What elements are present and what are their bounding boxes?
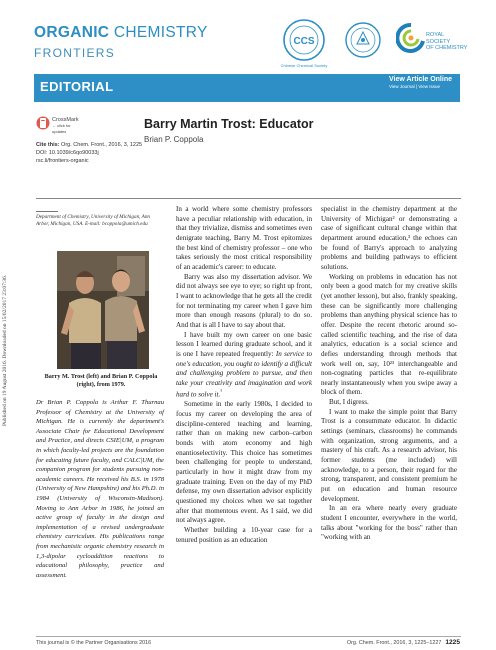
crossmark-icon <box>36 116 50 130</box>
body-column-2 <box>321 205 457 543</box>
text-run: I have built my own career on one basic lesson I learned during graduate school, and it is one I have repeated frequently: <box>176 330 312 358</box>
rsc-line1: ROYAL SOCIETY <box>426 32 451 45</box>
author-photo <box>57 251 149 369</box>
author-biography: Dr Brian P. Coppola is Arthur F. Thurnau Professor of Chemistry at the University of Michigan. He is currently the department's Associate Chair for Educational Development and Practice, and directs CSIE|UM, a program in which faculty-led projects are the foundation for educating future faculty, and CALC|UM, the companion program for students pursuing non-academic careers. He received his B.S. in 1978 (University of New Hampshire) and his Ph.D. in 1984 (University of Wisconsin-Madison). Moving to Ann Arbor in 1986, he joined an active group of faculty in the design and implementation of a revised undergraduate chemistry curriculum. His publications range from mechanistic organic chemistry research in 1,3-dipolar cycloaddition reactions to educational philosophy, practice and assessment. <box>36 399 164 579</box>
crossmark-badge[interactable] <box>36 114 80 134</box>
download-note: Published on 19 August 2016. Downloaded on 15/02/2017 23:07:36. <box>2 274 8 426</box>
ccs-logo-icon <box>281 18 327 64</box>
paragraph: In an era where nearly every graduate student I encounter, everywhere in the world, talks about "working for the boss" rather than "working with an <box>321 504 457 542</box>
reference-marker[interactable]: ¹ <box>220 389 223 396</box>
cite-label: Cite this: <box>36 142 60 148</box>
article-author: Brian P. Coppola <box>144 135 204 144</box>
siocs-logo <box>344 20 382 60</box>
ccs-caption: Chinese Chemical Society <box>280 63 328 68</box>
journal-title-line2: FRONTIERS <box>34 46 116 60</box>
header-divider <box>36 198 461 199</box>
section-label: EDITORIAL <box>40 79 114 94</box>
footer-citation: Org. Chem. Front., 2016, 3, 1225–1227 <box>346 640 442 646</box>
journal-url[interactable]: rsc.li/frontiers-organic <box>36 158 89 164</box>
footer-divider <box>36 636 461 637</box>
emphasis-text: In service to one's education, you ought to identify a difficult and challenging problem to pursue, and then take your creativity and imagination and work hard to solve it. <box>176 349 312 399</box>
rsc-swirl-icon <box>396 22 426 54</box>
page-number: 1225 <box>445 639 460 646</box>
citation-footer <box>347 639 460 646</box>
citation-block <box>36 141 156 165</box>
copyright-footer: This journal is © the Partner Organisations 2016 <box>36 640 152 646</box>
siocs-seal-icon <box>344 20 382 60</box>
paragraph: Working on problems in education has not only been a good match for my creative skills (yet another lesson), but also, frankly speaking, these can be significantly more challenging problems than anything physical science has to offer. Despite the recent rhetoric around so-called scientific teaching, and the rise of data analytics, education is a social science and defies understanding through methods that work well on, say, 10²³ interchangeable and non-cognating particles that re-equilibrate nearly instantaneously when you swipe away a block of them. <box>321 272 457 397</box>
view-article-online-link[interactable]: View Article Online <box>388 76 452 83</box>
journal-title[interactable] <box>34 24 208 60</box>
crossmark-label: CrossMark <box>52 117 79 123</box>
article-title: Barry Martin Trost: Educator <box>144 117 314 131</box>
photo-caption: Barry M. Trost (left) and Brian P. Coppola (right), from 1979. <box>44 373 158 388</box>
paragraph: specialist in the chemistry department at the University of Michigan² or demonstrating a case of significant cultural change within that department around education,³ the echoes can be found of Barry's approach to analyzing problems and building pathways to efficient solutions. <box>321 205 457 271</box>
affiliation-rule <box>36 211 58 212</box>
journal-title-bold: ORGANIC <box>34 24 110 41</box>
body-column-1 <box>176 205 312 545</box>
view-journal-issue-links[interactable]: View Journal | View Issue <box>388 84 440 89</box>
journal-title-rest: CHEMISTRY <box>109 24 208 41</box>
rsc-logo <box>396 22 468 54</box>
svg-text:CCS: CCS <box>293 36 315 47</box>
paragraph: In a world where some chemistry professors have a peculiar relationship with education, in that they trivialize, dismiss and sometimes even denigrate teaching, Barry M. Trost epitomizes the best kind of chemistry professor – one who takes seriously the most critical responsibility of an academic's career: to educate. <box>176 205 312 271</box>
doi[interactable]: DOI: 10.1039/c6qo90033j <box>36 150 99 156</box>
paragraph: Whether building a 10-year case for a tenured position as an education <box>176 526 312 544</box>
editorial-bar <box>34 74 460 102</box>
paragraph: Barry was also my dissertation advisor. We did not always see eye to eye; so right up front, I want to acknowledge that he gets all the credit for not terminating my career when I gave him more than enough reasons (plural) to do so. And that is all I have to say about that. <box>176 272 312 329</box>
crossmark-sublabel: ← click for updates <box>52 123 71 134</box>
paragraph: But, I digress. <box>329 398 369 407</box>
rsc-line2: OF CHEMISTRY <box>426 45 468 51</box>
author-affiliation: Department of Chemistry, University of Michigan, Ann Arbor, Michigan, USA. E-mail: bcoppola@umich.edu <box>36 214 151 227</box>
ccs-logo <box>280 18 328 68</box>
photo-image <box>57 251 149 369</box>
cite-text: Org. Chem. Front., 2016, 3, 1225 <box>59 142 143 148</box>
paragraph: Sometime in the early 1980s, I decided to focus my career on developing the area of discipline-centered teaching and learning, rather than on making new carbon–carbon bonds with atom economy and high enantioselectivity. This choice has sometimes been challenging for people to understand, particularly in how it might draw from my graduate training. Even on the day of my PhD defense, my own dissertation advisor explicitly questioned my choices when we sat together after that momentous event. As I said, we did not always agree. <box>176 400 312 525</box>
paragraph: I want to make the simple point that Barry Trost is a consummate educator. In didactic settings (seminars, classrooms) he commands with organization, strong arguments, and a mastery of his craft. As a research advisor, his former students (me included) will acknowledge, to a person, their regard for the strong, transparent, and consistent premium he put on education and human resource development. <box>321 407 457 503</box>
paragraph <box>176 331 312 401</box>
